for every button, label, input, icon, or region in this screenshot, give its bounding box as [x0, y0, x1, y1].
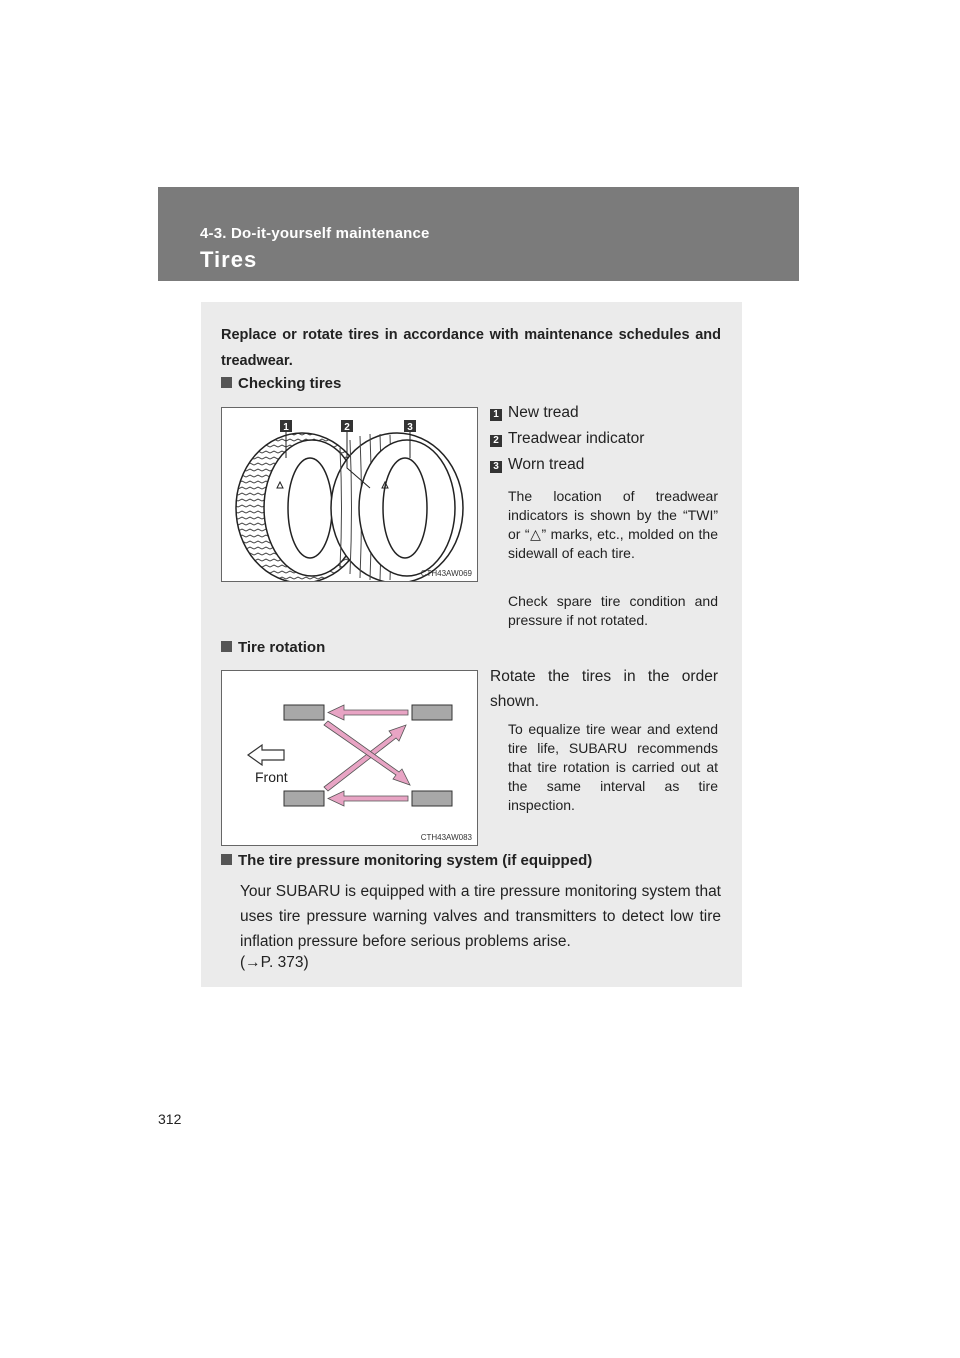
rotation-instruction: Rotate the tires in the order shown. — [490, 668, 718, 710]
figure-code: CTH43AW083 — [420, 833, 472, 842]
spare-tire-note: Check spare tire condition and pressure if not rotated. — [508, 593, 718, 628]
svg-text:3: 3 — [407, 422, 413, 433]
tpms-heading — [221, 852, 592, 869]
page-title: Tires — [200, 247, 258, 272]
front-arrow-icon — [248, 745, 284, 765]
section-label: 4-3. Do-it-yourself maintenance — [200, 225, 430, 242]
legend-label: Worn tread — [508, 456, 585, 473]
section-header — [158, 187, 799, 281]
legend-label: New tread — [508, 404, 579, 421]
tire-rotation-figure — [221, 670, 478, 846]
legend-item-treadwear-indicator — [490, 430, 644, 448]
tire-tread-illustration — [222, 408, 477, 581]
bullet-square-icon — [221, 641, 232, 652]
page-reference-link[interactable]: (→P. 373) — [240, 954, 309, 971]
treadwear-note: The location of treadwear indicators is shown by the “TWI” or “△” marks, etc., molded on the sidewall of each tire. — [508, 488, 718, 561]
tire-tread-figure — [221, 407, 478, 582]
checking-tires-heading — [221, 375, 341, 392]
page-number: 312 — [158, 1111, 182, 1127]
front-label: Front — [255, 769, 288, 785]
checking-tires-heading-text: Checking tires — [238, 375, 342, 392]
legend-item-new-tread — [490, 404, 579, 422]
figure-code: CTH43AW069 — [420, 569, 472, 578]
rotation-note: To equalize tire wear and extend tire life, SUBARU recommends that tire rotation is carried out at the same interval as tire inspection. — [508, 721, 718, 813]
bullet-square-icon — [221, 377, 232, 388]
svg-text:1: 1 — [283, 422, 289, 433]
intro-text: Replace or rotate tires in accordance with maintenance schedules and treadwear. — [221, 327, 721, 369]
tpms-heading-text: The tire pressure monitoring system (if equipped) — [238, 852, 593, 869]
tire-rotation-diagram — [222, 671, 477, 845]
tire-rotation-heading — [221, 639, 325, 656]
legend-item-worn-tread — [490, 456, 584, 474]
legend-number: 2 — [490, 435, 502, 447]
legend-number: 1 — [490, 409, 502, 421]
svg-text:2: 2 — [344, 422, 350, 433]
legend-label: Treadwear indicator — [508, 430, 645, 447]
legend-number: 3 — [490, 461, 502, 473]
content-panel — [201, 302, 742, 987]
bullet-square-icon — [221, 854, 232, 865]
tpms-text: Your SUBARU is equipped with a tire pressure monitoring system that uses tire pressure warning valves and transmitters to detect low tire inflation pressure before serious problems arise. — [240, 883, 721, 950]
tire-rotation-heading-text: Tire rotation — [238, 639, 326, 656]
